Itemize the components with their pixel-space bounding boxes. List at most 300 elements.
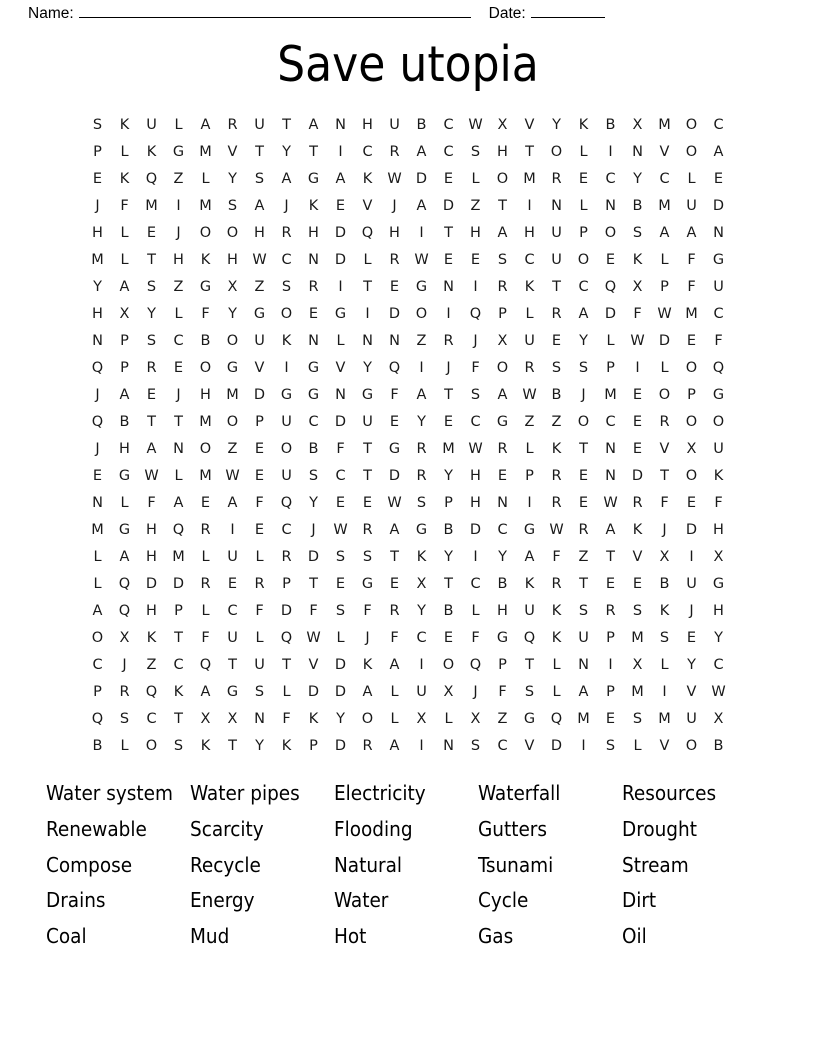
grid-cell[interactable]: S	[335, 603, 346, 619]
grid-cell[interactable]: R	[119, 684, 130, 700]
grid-cell[interactable]: H	[173, 252, 184, 268]
word-list-item[interactable]: Water pipes	[190, 781, 300, 805]
grid-cell[interactable]: L	[525, 306, 534, 322]
grid-cell[interactable]: I	[419, 360, 424, 376]
grid-cell[interactable]: V	[308, 657, 319, 673]
grid-cell[interactable]: G	[118, 522, 131, 538]
grid-cell[interactable]: E	[686, 333, 697, 349]
grid-cell[interactable]: R	[362, 522, 373, 538]
grid-cell[interactable]: D	[334, 225, 347, 241]
grid-cell[interactable]: F	[309, 603, 318, 619]
grid-cell[interactable]: R	[551, 468, 562, 484]
grid-cell[interactable]: L	[444, 711, 453, 727]
grid-cell[interactable]: A	[578, 684, 589, 700]
grid-cell[interactable]: A	[416, 144, 427, 160]
grid-cell[interactable]: P	[255, 414, 264, 430]
grid-cell[interactable]: Y	[417, 603, 426, 619]
grid-cell[interactable]: Q	[145, 684, 158, 700]
grid-cell[interactable]: A	[416, 387, 427, 403]
grid-cell[interactable]: J	[95, 198, 100, 214]
grid-cell[interactable]: H	[497, 603, 508, 619]
grid-cell[interactable]: C	[173, 657, 184, 673]
grid-cell[interactable]: G	[712, 387, 725, 403]
word-list-item[interactable]: Scarcity	[190, 816, 264, 841]
grid-cell[interactable]: H	[470, 225, 481, 241]
grid-cell[interactable]: E	[200, 495, 211, 511]
grid-cell[interactable]: S	[578, 360, 589, 376]
grid-cell[interactable]: J	[473, 684, 478, 700]
grid-cell[interactable]: A	[119, 387, 130, 403]
grid-cell[interactable]: H	[119, 441, 130, 457]
grid-cell[interactable]: Q	[145, 171, 158, 187]
grid-cell[interactable]: Y	[714, 630, 723, 646]
grid-cell[interactable]: D	[388, 468, 401, 484]
grid-cell[interactable]: E	[335, 198, 346, 214]
grid-cell[interactable]: L	[687, 171, 696, 187]
grid-cell[interactable]: I	[419, 225, 424, 241]
grid-cell[interactable]: W	[603, 495, 618, 511]
grid-cell[interactable]: H	[524, 225, 535, 241]
grid-cell[interactable]: H	[146, 549, 157, 565]
grid-cell[interactable]: W	[333, 522, 348, 538]
grid-cell[interactable]: H	[308, 225, 319, 241]
grid-cell[interactable]: I	[230, 522, 235, 538]
grid-cell[interactable]: Y	[444, 468, 453, 484]
grid-cell[interactable]: H	[227, 252, 238, 268]
grid-cell[interactable]: D	[415, 171, 428, 187]
word-list-item[interactable]: Gutters	[478, 816, 547, 841]
grid-cell[interactable]: Z	[578, 549, 589, 565]
name-write-line[interactable]	[79, 2, 471, 18]
grid-cell[interactable]: M	[199, 144, 212, 160]
grid-cell[interactable]: H	[92, 225, 103, 241]
grid-cell[interactable]: B	[632, 198, 643, 214]
grid-cell[interactable]: L	[282, 684, 291, 700]
grid-cell[interactable]: H	[470, 468, 481, 484]
grid-cell[interactable]: O	[442, 657, 455, 673]
grid-cell[interactable]: G	[118, 468, 131, 484]
grid-cell[interactable]: F	[147, 495, 156, 511]
grid-cell[interactable]: P	[660, 279, 669, 295]
grid-cell[interactable]: E	[335, 495, 346, 511]
grid-cell[interactable]: G	[415, 522, 428, 538]
grid-cell[interactable]: F	[201, 306, 210, 322]
grid-cell[interactable]: T	[228, 657, 237, 673]
grid-cell[interactable]: O	[577, 252, 590, 268]
grid-cell[interactable]: M	[658, 117, 671, 133]
grid-cell[interactable]: L	[660, 657, 669, 673]
grid-cell[interactable]: W	[657, 306, 672, 322]
grid-cell[interactable]: I	[446, 306, 451, 322]
grid-cell[interactable]: F	[390, 387, 399, 403]
grid-cell[interactable]: Y	[417, 414, 426, 430]
grid-cell[interactable]: T	[363, 441, 372, 457]
grid-cell[interactable]: U	[524, 333, 535, 349]
grid-cell[interactable]: F	[120, 198, 129, 214]
grid-cell[interactable]: W	[522, 387, 537, 403]
grid-cell[interactable]: W	[387, 171, 402, 187]
grid-cell[interactable]: N	[605, 441, 616, 457]
grid-cell[interactable]: M	[226, 387, 239, 403]
grid-cell[interactable]: D	[307, 684, 320, 700]
grid-cell[interactable]: L	[390, 684, 399, 700]
grid-cell[interactable]: R	[389, 144, 400, 160]
word-list-item[interactable]: Natural	[334, 852, 403, 877]
grid-cell[interactable]: P	[498, 657, 507, 673]
grid-cell[interactable]: E	[497, 468, 508, 484]
grid-cell[interactable]: Q	[523, 630, 536, 646]
grid-cell[interactable]: B	[119, 414, 130, 430]
grid-cell[interactable]: X	[227, 279, 238, 295]
grid-cell[interactable]: L	[336, 630, 345, 646]
grid-cell[interactable]: A	[578, 306, 589, 322]
grid-cell[interactable]: Q	[118, 576, 131, 592]
grid-cell[interactable]: B	[497, 576, 508, 592]
grid-cell[interactable]: V	[335, 360, 346, 376]
grid-cell[interactable]: F	[255, 495, 264, 511]
grid-cell[interactable]: S	[254, 684, 265, 700]
grid-cell[interactable]: S	[470, 738, 481, 754]
grid-cell[interactable]: D	[334, 657, 347, 673]
grid-cell[interactable]: I	[338, 279, 343, 295]
grid-cell[interactable]: X	[659, 549, 670, 565]
grid-cell[interactable]: Z	[416, 333, 427, 349]
grid-cell[interactable]: S	[470, 387, 481, 403]
word-list-item[interactable]: Gas	[478, 924, 514, 949]
word-list-item[interactable]: Waterfall	[478, 781, 561, 805]
grid-cell[interactable]: E	[605, 711, 616, 727]
grid-cell[interactable]: Q	[280, 630, 293, 646]
grid-cell[interactable]: M	[577, 711, 590, 727]
grid-cell[interactable]: N	[551, 198, 562, 214]
word-list-item[interactable]: Drought	[622, 816, 697, 841]
grid-cell[interactable]: B	[551, 387, 562, 403]
grid-cell[interactable]: D	[334, 684, 347, 700]
grid-cell[interactable]: Q	[91, 711, 104, 727]
grid-cell[interactable]: L	[660, 252, 669, 268]
grid-cell[interactable]: X	[227, 711, 238, 727]
grid-cell[interactable]: C	[470, 576, 481, 592]
grid-cell[interactable]: K	[200, 738, 211, 754]
word-list-item[interactable]: Stream	[622, 852, 689, 877]
grid-cell[interactable]: D	[253, 387, 266, 403]
grid-cell[interactable]: E	[632, 387, 643, 403]
grid-cell[interactable]: K	[416, 549, 427, 565]
grid-cell[interactable]: G	[172, 144, 185, 160]
grid-cell[interactable]: R	[578, 522, 589, 538]
grid-cell[interactable]: Y	[147, 306, 156, 322]
grid-cell[interactable]: R	[281, 549, 292, 565]
grid-cell[interactable]: L	[363, 252, 372, 268]
grid-cell[interactable]: E	[551, 333, 562, 349]
grid-cell[interactable]: Q	[361, 225, 374, 241]
grid-cell[interactable]: C	[335, 468, 346, 484]
grid-cell[interactable]: R	[200, 522, 211, 538]
word-list-item[interactable]: Recycle	[190, 852, 261, 877]
grid-cell[interactable]: F	[498, 684, 507, 700]
grid-cell[interactable]: G	[496, 630, 509, 646]
grid-cell[interactable]: Z	[551, 414, 562, 430]
grid-cell[interactable]: Y	[363, 360, 372, 376]
grid-cell[interactable]: A	[119, 279, 130, 295]
grid-cell[interactable]: X	[632, 117, 643, 133]
grid-cell[interactable]: A	[173, 495, 184, 511]
grid-cell[interactable]: Z	[497, 711, 508, 727]
grid-cell[interactable]: F	[714, 495, 723, 511]
grid-cell[interactable]: A	[605, 522, 616, 538]
grid-cell[interactable]: P	[120, 333, 129, 349]
grid-cell[interactable]: R	[227, 117, 238, 133]
grid-cell[interactable]: E	[146, 387, 157, 403]
grid-cell[interactable]: X	[686, 441, 697, 457]
grid-cell[interactable]: R	[416, 468, 427, 484]
grid-cell[interactable]: H	[362, 117, 373, 133]
word-list-item[interactable]: Resources	[622, 781, 717, 805]
grid-cell[interactable]: N	[92, 495, 103, 511]
grid-cell[interactable]: A	[92, 603, 103, 619]
grid-cell[interactable]: Z	[173, 171, 184, 187]
grid-cell[interactable]: W	[468, 117, 483, 133]
grid-cell[interactable]: P	[525, 468, 534, 484]
grid-cell[interactable]: R	[443, 333, 454, 349]
grid-cell[interactable]: E	[443, 630, 454, 646]
grid-cell[interactable]: A	[497, 387, 508, 403]
grid-cell[interactable]: X	[119, 630, 130, 646]
grid-cell[interactable]: L	[579, 198, 588, 214]
grid-cell[interactable]: J	[473, 333, 478, 349]
grid-cell[interactable]: D	[334, 414, 347, 430]
grid-cell[interactable]: D	[145, 576, 158, 592]
grid-cell[interactable]: O	[280, 306, 293, 322]
grid-cell[interactable]: E	[443, 414, 454, 430]
grid-cell[interactable]: G	[415, 279, 428, 295]
grid-cell[interactable]: O	[226, 333, 239, 349]
grid-cell[interactable]: K	[119, 171, 130, 187]
grid-cell[interactable]: G	[712, 576, 725, 592]
grid-cell[interactable]: Q	[91, 360, 104, 376]
grid-cell[interactable]: J	[95, 387, 100, 403]
grid-cell[interactable]: S	[632, 711, 643, 727]
grid-cell[interactable]: Y	[552, 117, 561, 133]
grid-cell[interactable]: D	[280, 603, 293, 619]
grid-cell[interactable]: I	[473, 549, 478, 565]
grid-cell[interactable]: Q	[712, 360, 725, 376]
grid-cell[interactable]: E	[92, 468, 103, 484]
grid-cell[interactable]: U	[227, 549, 238, 565]
grid-cell[interactable]: R	[200, 576, 211, 592]
grid-cell[interactable]: E	[713, 171, 724, 187]
grid-cell[interactable]: U	[389, 117, 400, 133]
grid-cell[interactable]: N	[335, 387, 346, 403]
grid-cell[interactable]: A	[254, 198, 265, 214]
grid-cell[interactable]: C	[92, 657, 103, 673]
grid-cell[interactable]: C	[227, 603, 238, 619]
grid-cell[interactable]: W	[468, 441, 483, 457]
grid-cell[interactable]: H	[254, 225, 265, 241]
grid-cell[interactable]: K	[713, 468, 724, 484]
grid-cell[interactable]: S	[551, 360, 562, 376]
grid-cell[interactable]: V	[632, 549, 643, 565]
grid-cell[interactable]: C	[470, 414, 481, 430]
grid-cell[interactable]: E	[443, 171, 454, 187]
grid-cell[interactable]: S	[281, 279, 292, 295]
grid-cell[interactable]: B	[713, 738, 724, 754]
grid-cell[interactable]: V	[254, 360, 265, 376]
grid-cell[interactable]: S	[308, 468, 319, 484]
grid-cell[interactable]: N	[92, 333, 103, 349]
grid-cell[interactable]: F	[471, 360, 480, 376]
grid-cell[interactable]: T	[147, 252, 156, 268]
grid-cell[interactable]: M	[91, 522, 104, 538]
grid-cell[interactable]: G	[253, 306, 266, 322]
grid-cell[interactable]: A	[659, 225, 670, 241]
grid-cell[interactable]: U	[713, 441, 724, 457]
grid-cell[interactable]: N	[605, 468, 616, 484]
grid-cell[interactable]: G	[523, 522, 536, 538]
grid-cell[interactable]: C	[578, 279, 589, 295]
grid-cell[interactable]: R	[281, 225, 292, 241]
grid-cell[interactable]: C	[443, 144, 454, 160]
grid-cell[interactable]: T	[444, 387, 453, 403]
grid-cell[interactable]: G	[307, 387, 320, 403]
grid-cell[interactable]: E	[254, 522, 265, 538]
grid-cell[interactable]: E	[632, 414, 643, 430]
grid-cell[interactable]: Q	[604, 279, 617, 295]
grid-cell[interactable]: U	[281, 414, 292, 430]
grid-cell[interactable]: Y	[336, 711, 345, 727]
grid-cell[interactable]: R	[551, 306, 562, 322]
grid-cell[interactable]: M	[523, 171, 536, 187]
grid-cell[interactable]: G	[280, 387, 293, 403]
grid-cell[interactable]: S	[659, 630, 670, 646]
grid-cell[interactable]: P	[309, 738, 318, 754]
date-write-line[interactable]	[531, 2, 605, 18]
grid-cell[interactable]: N	[578, 657, 589, 673]
grid-cell[interactable]: M	[658, 711, 671, 727]
grid-cell[interactable]: S	[173, 738, 184, 754]
grid-cell[interactable]: C	[605, 171, 616, 187]
word-list-item[interactable]: Compose	[46, 852, 133, 877]
grid-cell[interactable]: B	[659, 576, 670, 592]
grid-cell[interactable]: V	[227, 144, 238, 160]
grid-cell[interactable]: L	[120, 225, 129, 241]
grid-cell[interactable]: A	[389, 657, 400, 673]
grid-cell[interactable]: K	[308, 198, 319, 214]
word-list-item[interactable]: Water system	[46, 781, 173, 805]
grid-cell[interactable]: J	[581, 387, 586, 403]
grid-cell[interactable]: K	[551, 603, 562, 619]
grid-cell[interactable]: K	[281, 333, 292, 349]
grid-cell[interactable]: U	[254, 333, 265, 349]
grid-cell[interactable]: M	[631, 684, 644, 700]
grid-cell[interactable]: N	[308, 252, 319, 268]
grid-cell[interactable]: G	[388, 441, 401, 457]
grid-cell[interactable]: X	[416, 711, 427, 727]
grid-cell[interactable]: Z	[524, 414, 535, 430]
grid-cell[interactable]: G	[496, 414, 509, 430]
grid-cell[interactable]: C	[281, 522, 292, 538]
grid-cell[interactable]: T	[174, 630, 183, 646]
grid-cell[interactable]: I	[635, 360, 640, 376]
grid-cell[interactable]: X	[632, 279, 643, 295]
grid-cell[interactable]: Q	[469, 657, 482, 673]
grid-cell[interactable]: L	[201, 171, 210, 187]
grid-cell[interactable]: C	[308, 414, 319, 430]
grid-cell[interactable]: A	[200, 117, 211, 133]
grid-cell[interactable]: N	[389, 333, 400, 349]
grid-cell[interactable]: C	[146, 711, 157, 727]
grid-cell[interactable]: I	[338, 144, 343, 160]
grid-cell[interactable]: Y	[633, 171, 642, 187]
grid-cell[interactable]: F	[687, 252, 696, 268]
grid-cell[interactable]: O	[577, 414, 590, 430]
grid-cell[interactable]: O	[199, 360, 212, 376]
grid-cell[interactable]: L	[201, 603, 210, 619]
grid-cell[interactable]: I	[284, 360, 289, 376]
grid-cell[interactable]: A	[497, 225, 508, 241]
grid-cell[interactable]: V	[659, 144, 670, 160]
grid-cell[interactable]: R	[254, 576, 265, 592]
grid-cell[interactable]: R	[497, 441, 508, 457]
grid-cell[interactable]: R	[389, 252, 400, 268]
word-list-item[interactable]: Flooding	[334, 816, 413, 841]
grid-cell[interactable]: F	[255, 603, 264, 619]
grid-cell[interactable]: V	[524, 738, 535, 754]
grid-cell[interactable]: M	[631, 630, 644, 646]
word-list-item[interactable]: Renewable	[46, 816, 147, 841]
grid-cell[interactable]: Y	[93, 279, 102, 295]
grid-cell[interactable]: I	[608, 657, 613, 673]
grid-cell[interactable]: J	[662, 522, 667, 538]
word-list-item[interactable]: Drains	[46, 888, 106, 913]
grid-cell[interactable]: V	[362, 198, 373, 214]
grid-cell[interactable]: K	[146, 630, 157, 646]
grid-cell[interactable]: N	[443, 279, 454, 295]
grid-cell[interactable]: F	[336, 441, 345, 457]
grid-cell[interactable]: V	[686, 684, 697, 700]
grid-cell[interactable]: T	[660, 468, 669, 484]
grid-cell[interactable]: C	[713, 306, 724, 322]
grid-cell[interactable]: R	[551, 171, 562, 187]
grid-cell[interactable]: D	[334, 252, 347, 268]
grid-cell[interactable]: D	[172, 576, 185, 592]
grid-cell[interactable]: O	[280, 441, 293, 457]
grid-cell[interactable]: A	[308, 117, 319, 133]
grid-cell[interactable]: W	[630, 333, 645, 349]
grid-cell[interactable]: S	[92, 117, 103, 133]
grid-cell[interactable]: S	[632, 603, 643, 619]
grid-cell[interactable]: L	[120, 252, 129, 268]
grid-cell[interactable]: K	[632, 522, 643, 538]
grid-cell[interactable]: M	[604, 387, 617, 403]
grid-cell[interactable]: S	[335, 549, 346, 565]
grid-cell[interactable]: B	[200, 333, 211, 349]
grid-cell[interactable]: S	[146, 333, 157, 349]
grid-cell[interactable]: J	[284, 198, 289, 214]
grid-cell[interactable]: U	[362, 414, 373, 430]
grid-cell[interactable]: X	[497, 117, 508, 133]
grid-cell[interactable]: L	[606, 333, 615, 349]
grid-cell[interactable]: E	[389, 576, 400, 592]
grid-cell[interactable]: J	[392, 198, 397, 214]
grid-cell[interactable]: U	[281, 468, 292, 484]
grid-cell[interactable]: Q	[280, 495, 293, 511]
word-list-item[interactable]: Energy	[190, 888, 255, 913]
grid-cell[interactable]: E	[686, 630, 697, 646]
grid-cell[interactable]: T	[147, 414, 156, 430]
grid-cell[interactable]: Y	[228, 171, 237, 187]
grid-cell[interactable]: G	[307, 360, 320, 376]
